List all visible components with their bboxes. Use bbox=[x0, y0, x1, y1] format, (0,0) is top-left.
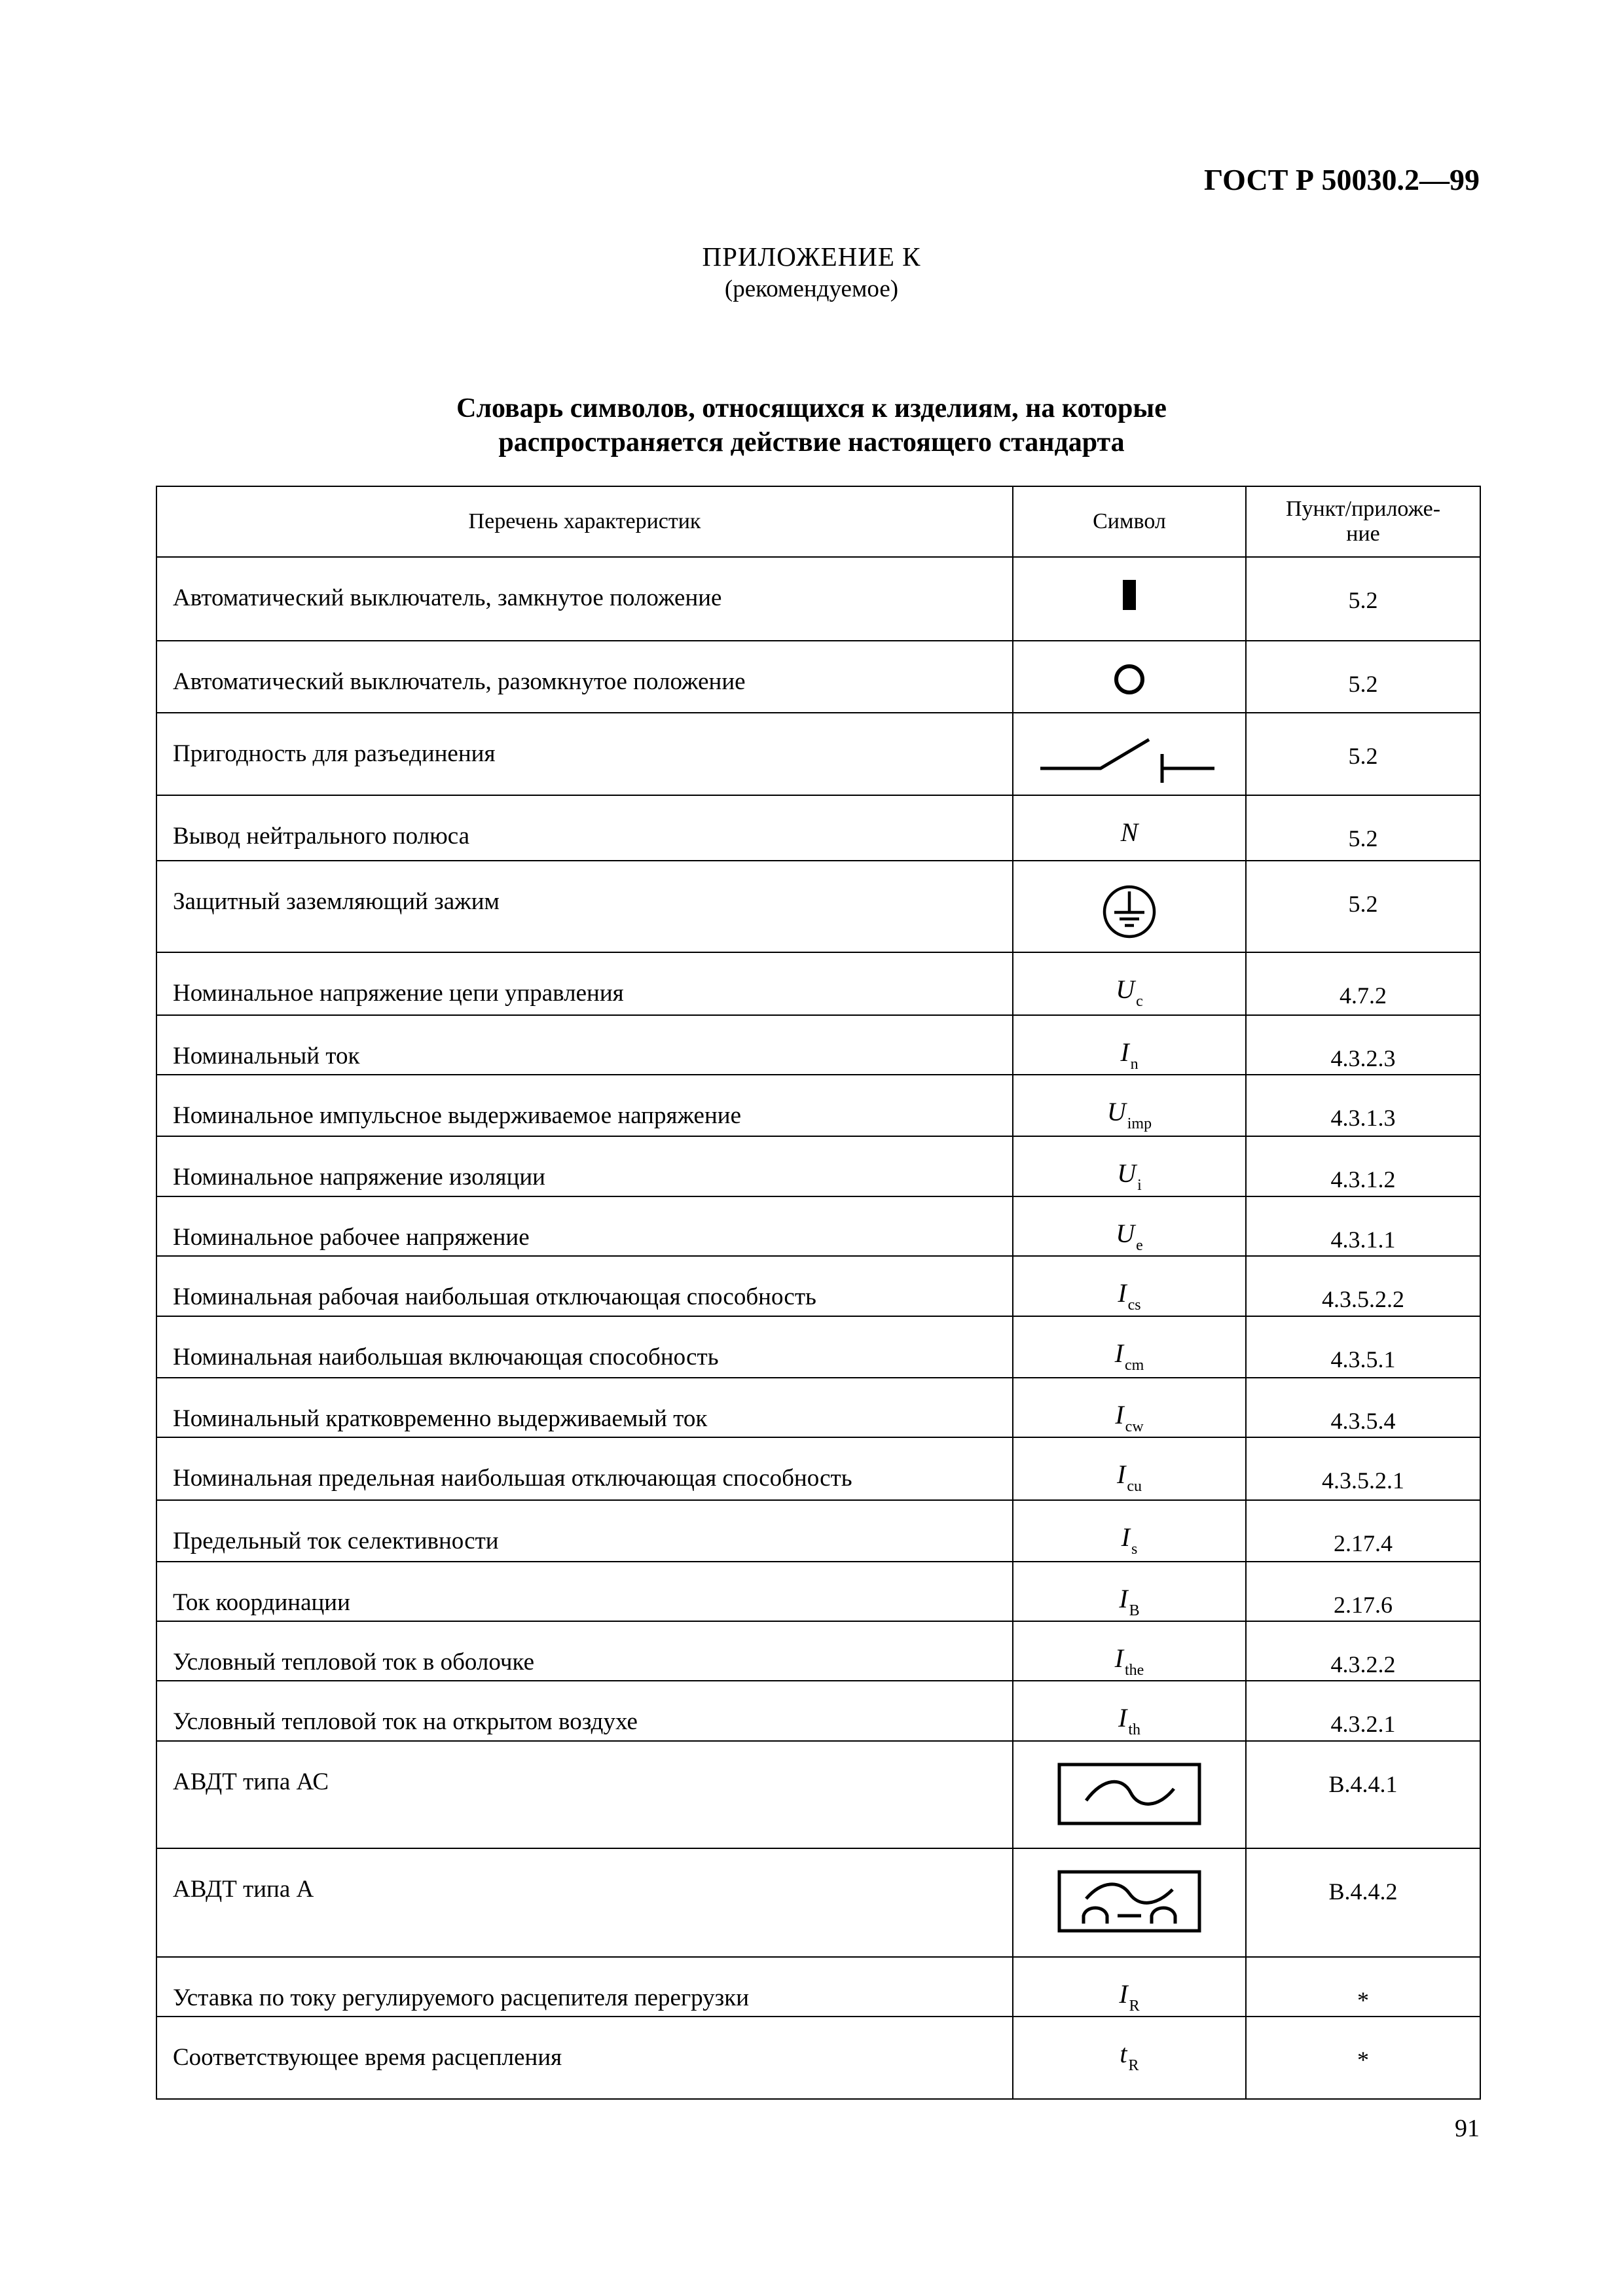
symbol-subscript: R bbox=[1129, 1998, 1140, 2015]
table-row bbox=[156, 1848, 1480, 1957]
symbol-cell bbox=[1013, 861, 1246, 952]
table-row bbox=[156, 713, 1480, 795]
clause-reference: 4.3.1.2 bbox=[1246, 1136, 1480, 1196]
clause-reference: 4.3.2.3 bbox=[1246, 1015, 1480, 1075]
symbol-cell bbox=[1013, 641, 1246, 713]
symbol-letter: U bbox=[1116, 975, 1135, 1004]
table-row bbox=[156, 1015, 1480, 1075]
table-row bbox=[156, 1136, 1480, 1196]
characteristic-name: Предельный ток селективности bbox=[156, 1500, 1013, 1562]
header-clause-line-2: ние bbox=[1346, 522, 1380, 546]
symbol-subscript: cs bbox=[1127, 1297, 1141, 1314]
symbol-subscript: cm bbox=[1125, 1357, 1144, 1374]
characteristic-name: Пригодность для разъединения bbox=[156, 713, 1013, 795]
symbol-cell bbox=[1013, 1741, 1246, 1848]
symbol-letter: I bbox=[1119, 1584, 1128, 1613]
table-row bbox=[156, 1075, 1480, 1136]
symbol-letter: U bbox=[1106, 1097, 1126, 1126]
symbol-letter: N bbox=[1120, 817, 1139, 847]
symbol-letter: I bbox=[1118, 1278, 1127, 1308]
symbols-table bbox=[156, 486, 1481, 2100]
clause-reference: 2.17.6 bbox=[1246, 1562, 1480, 1621]
clause-reference: * bbox=[1246, 1957, 1480, 2017]
clause-reference: 5.2 bbox=[1246, 713, 1480, 795]
page-number: 91 bbox=[1455, 2115, 1480, 2142]
symbol-letter: I bbox=[1117, 1460, 1126, 1489]
characteristic-name: Автоматический выключатель, разомкнутое положение bbox=[156, 641, 1013, 713]
symbol-cell bbox=[1013, 1378, 1246, 1437]
table-row bbox=[156, 952, 1480, 1015]
symbol-letter: I bbox=[1121, 1522, 1130, 1552]
table-row bbox=[156, 1681, 1480, 1741]
header-clause-line-1: Пункт/приложе- bbox=[1285, 497, 1441, 521]
characteristic-name: Защитный заземляющий зажим bbox=[156, 861, 1013, 952]
clause-reference: B.4.4.2 bbox=[1246, 1848, 1480, 1957]
table-row bbox=[156, 1256, 1480, 1316]
symbol-cell bbox=[1013, 795, 1246, 861]
symbol-subscript: B bbox=[1129, 1602, 1140, 1619]
characteristic-name: Условный тепловой ток на открытом воздухе bbox=[156, 1681, 1013, 1741]
characteristic-name: Номинальный кратковременно выдерживаемый ток bbox=[156, 1378, 1013, 1437]
table-row bbox=[156, 1562, 1480, 1621]
characteristic-name: Номинальное импульсное выдерживаемое напряжение bbox=[156, 1075, 1013, 1136]
symbol-letter: I bbox=[1118, 1703, 1127, 1732]
symbol-cell bbox=[1013, 1136, 1246, 1196]
dictionary-title-line-1: Словарь символов, относящихся к изделиям, на которые bbox=[456, 393, 1167, 423]
table-row bbox=[156, 861, 1480, 952]
clause-reference: 4.3.1.1 bbox=[1246, 1196, 1480, 1256]
symbol-cell bbox=[1013, 1256, 1246, 1316]
document-code: ГОСТ Р 50030.2—99 bbox=[1204, 163, 1480, 196]
header-characteristics: Перечень характеристик bbox=[156, 486, 1013, 557]
symbol-cell bbox=[1013, 1957, 1246, 2017]
symbol-cell bbox=[1013, 1621, 1246, 1681]
symbol-letter: t bbox=[1120, 2039, 1127, 2068]
dictionary-title-line-2: распространяется действие настоящего стандарта bbox=[498, 427, 1125, 457]
clause-reference: 5.2 bbox=[1246, 795, 1480, 861]
closed-position-icon bbox=[1122, 590, 1137, 617]
symbol-subscript: e bbox=[1136, 1237, 1143, 1254]
characteristic-name: Номинальное рабочее напряжение bbox=[156, 1196, 1013, 1256]
clause-reference: 5.2 bbox=[1246, 861, 1480, 952]
characteristic-name: АВДТ типа А bbox=[156, 1848, 1013, 1957]
dictionary-title bbox=[0, 391, 1623, 459]
symbol-letter: I bbox=[1114, 1338, 1123, 1368]
header-clause bbox=[1246, 486, 1480, 557]
characteristic-name: Номинальное напряжение цепи управления bbox=[156, 952, 1013, 1015]
characteristic-name: Условный тепловой ток в оболочке bbox=[156, 1621, 1013, 1681]
symbol-letter: U bbox=[1117, 1158, 1137, 1188]
symbol-cell bbox=[1013, 713, 1246, 795]
annex-title: ПРИЛОЖЕНИЕ К bbox=[702, 242, 921, 272]
symbol-cell bbox=[1013, 1196, 1246, 1256]
clause-reference: 4.3.5.4 bbox=[1246, 1378, 1480, 1437]
symbol-subscript: R bbox=[1128, 2057, 1139, 2074]
symbol-letter: U bbox=[1116, 1219, 1135, 1248]
table-row bbox=[156, 1741, 1480, 1848]
table-row bbox=[156, 1316, 1480, 1378]
characteristic-name: Номинальная рабочая наибольшая отключающая способность bbox=[156, 1256, 1013, 1316]
symbol-subscript: imp bbox=[1127, 1115, 1152, 1132]
symbol-subscript: th bbox=[1128, 1721, 1140, 1738]
clause-reference: 2.17.4 bbox=[1246, 1500, 1480, 1562]
table-row bbox=[156, 1196, 1480, 1256]
clause-reference: 4.3.2.1 bbox=[1246, 1681, 1480, 1741]
table-row bbox=[156, 1957, 1480, 2017]
table-row bbox=[156, 641, 1480, 713]
characteristic-name: Автоматический выключатель, замкнутое положение bbox=[156, 557, 1013, 641]
isolation-function-icon bbox=[1038, 766, 1221, 793]
table-row bbox=[156, 795, 1480, 861]
symbol-letter: I bbox=[1120, 1037, 1129, 1067]
symbol-subscript: the bbox=[1125, 1662, 1144, 1679]
clause-reference: * bbox=[1246, 2017, 1480, 2099]
table-row bbox=[156, 557, 1480, 641]
clause-reference: 4.3.2.2 bbox=[1246, 1621, 1480, 1681]
symbol-subscript: cw bbox=[1125, 1418, 1144, 1435]
characteristic-name: АВДТ типа АС bbox=[156, 1741, 1013, 1848]
protective-earth-icon bbox=[1100, 920, 1159, 947]
rcd-type-ac-icon bbox=[1057, 1804, 1201, 1831]
clause-reference: 4.3.5.2.2 bbox=[1246, 1256, 1480, 1316]
symbol-cell bbox=[1013, 1681, 1246, 1741]
symbol-cell bbox=[1013, 1316, 1246, 1378]
symbol-cell bbox=[1013, 1075, 1246, 1136]
characteristic-name: Номинальное напряжение изоляции bbox=[156, 1136, 1013, 1196]
symbol-cell bbox=[1013, 1015, 1246, 1075]
characteristic-name: Номинальная наибольшая включающая способность bbox=[156, 1316, 1013, 1378]
symbol-letter: I bbox=[1119, 1979, 1128, 2009]
clause-reference: 4.3.5.1 bbox=[1246, 1316, 1480, 1378]
symbol-subscript: c bbox=[1136, 993, 1143, 1010]
characteristic-name: Ток координации bbox=[156, 1562, 1013, 1621]
clause-reference: 4.3.5.2.1 bbox=[1246, 1437, 1480, 1500]
characteristic-name: Номинальный ток bbox=[156, 1015, 1013, 1075]
symbol-letter: I bbox=[1114, 1643, 1123, 1673]
symbol-subscript: n bbox=[1130, 1056, 1139, 1073]
table-row bbox=[156, 1437, 1480, 1500]
rcd-type-a-icon bbox=[1057, 1912, 1201, 1939]
table-row bbox=[156, 1500, 1480, 1562]
open-position-icon bbox=[1112, 675, 1146, 702]
clause-reference: 5.2 bbox=[1246, 557, 1480, 641]
table-header-row bbox=[156, 486, 1480, 557]
characteristic-name: Вывод нейтрального полюса bbox=[156, 795, 1013, 861]
characteristic-name: Номинальная предельная наибольшая отключающая способность bbox=[156, 1437, 1013, 1500]
symbol-cell bbox=[1013, 952, 1246, 1015]
symbol-cell bbox=[1013, 1437, 1246, 1500]
symbol-cell bbox=[1013, 1562, 1246, 1621]
clause-reference: 4.7.2 bbox=[1246, 952, 1480, 1015]
symbol-cell bbox=[1013, 1500, 1246, 1562]
clause-reference: 4.3.1.3 bbox=[1246, 1075, 1480, 1136]
clause-reference: 5.2 bbox=[1246, 641, 1480, 713]
header-symbol: Символ bbox=[1013, 486, 1246, 557]
annex-subtitle: (рекомендуемое) bbox=[724, 276, 899, 302]
characteristic-name: Уставка по току регулируемого расцепителя перегрузки bbox=[156, 1957, 1013, 2017]
symbol-letter: I bbox=[1115, 1400, 1124, 1429]
symbol-cell bbox=[1013, 557, 1246, 641]
symbol-subscript: s bbox=[1131, 1541, 1138, 1558]
table-row bbox=[156, 1621, 1480, 1681]
symbol-subscript: i bbox=[1137, 1177, 1142, 1194]
symbol-cell bbox=[1013, 1848, 1246, 1957]
clause-reference: B.4.4.1 bbox=[1246, 1741, 1480, 1848]
symbol-subscript: cu bbox=[1127, 1478, 1142, 1495]
table-row bbox=[156, 2017, 1480, 2099]
symbol-cell bbox=[1013, 2017, 1246, 2099]
table-row bbox=[156, 1378, 1480, 1437]
characteristic-name: Соответствующее время расцепления bbox=[156, 2017, 1013, 2099]
